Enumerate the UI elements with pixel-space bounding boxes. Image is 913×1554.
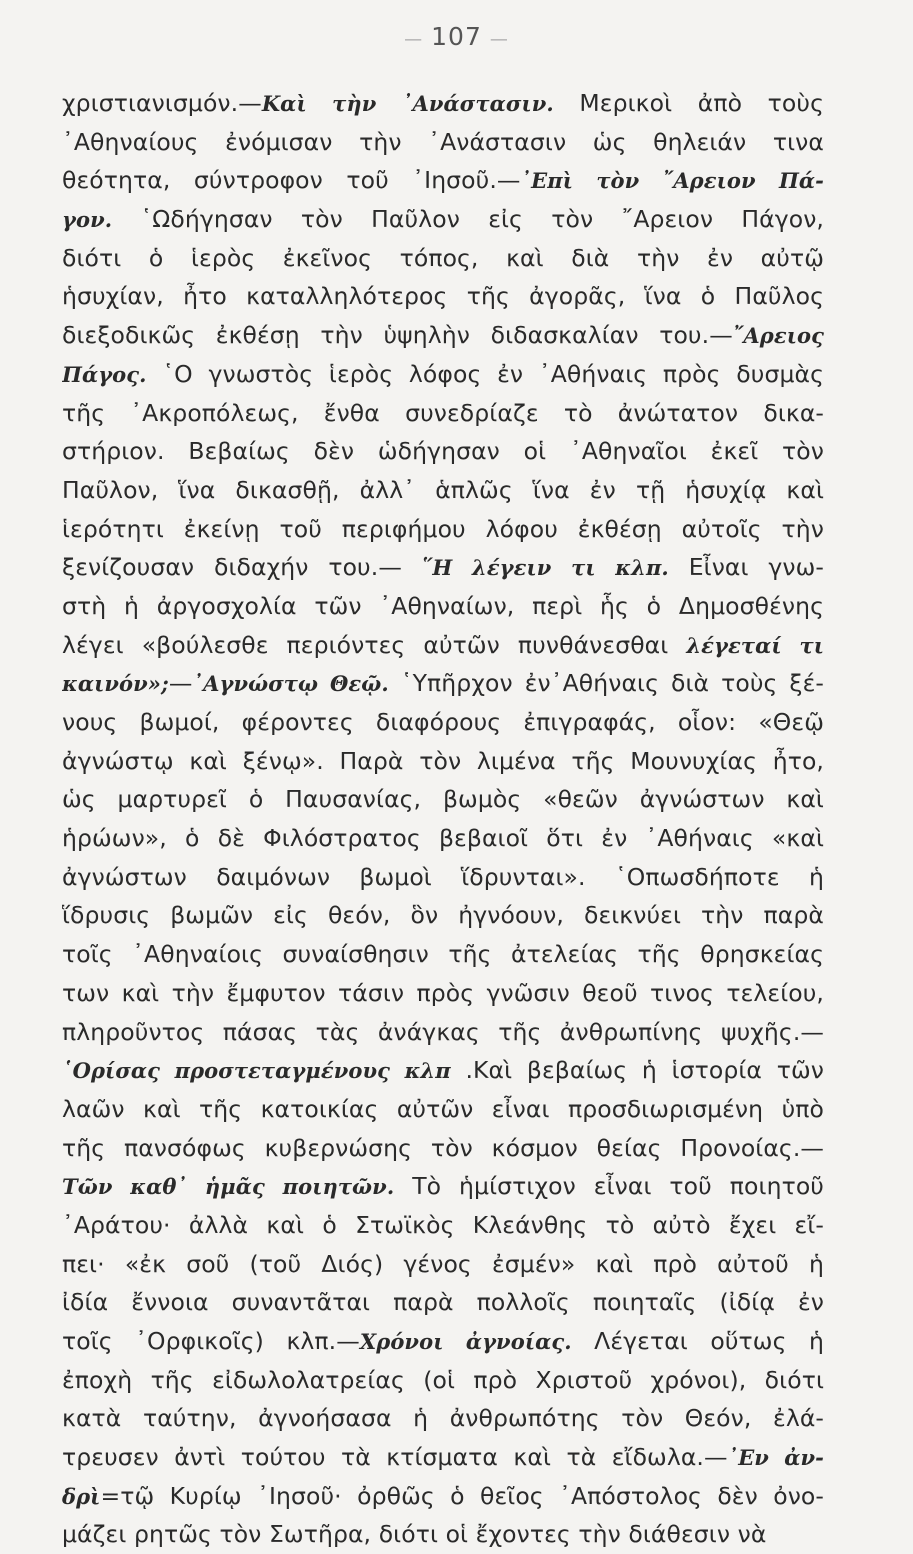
page-number: 107 xyxy=(431,22,482,51)
text-line xyxy=(62,1090,824,1129)
text-line xyxy=(62,123,824,162)
text-run: τοῖς ᾿Ορφικοῖς) κλπ.— xyxy=(62,1327,360,1355)
text-run: ἡρώων», ὁ δὲ Φιλόστρατος βεβαιοῖ ὅτι ἐν ᾿Αθήναις «καὶ xyxy=(62,824,824,853)
text-line xyxy=(62,200,824,239)
text-run: τρευσεν ἀντὶ τούτου τὰ κτίσματα καὶ τὰ εἴδωλα.— xyxy=(62,1443,728,1472)
page-header xyxy=(0,22,913,51)
text-line xyxy=(62,935,824,974)
emphasized-term: καινόν»; xyxy=(62,671,169,697)
text-line xyxy=(62,1167,824,1206)
text-run: ἡσυχίαν, ἦτο καταλληλότερος τῆς ἀγορᾶς, ἵνα ὁ Παῦλος xyxy=(62,282,824,311)
text-line xyxy=(62,1013,824,1052)
emphasized-term: ῎Αρειος xyxy=(732,323,824,349)
text-run: πληροῦντος πάσας τὰς ἀνάγκας τῆς ἀνθρωπίνης ψυχῆς.— xyxy=(62,1017,824,1046)
emphasized-term: Τῶν καθ᾿ ἡμᾶς ποιητῶν. xyxy=(62,1174,395,1200)
text-run: ῾Υπῆρχον ἐν᾿Αθήναις διὰ τοὺς ξέ- xyxy=(388,669,824,698)
text-line xyxy=(62,394,824,433)
text-line xyxy=(62,1399,824,1438)
text-line xyxy=(62,84,824,123)
emphasized-term: λέγεταί τι xyxy=(686,632,824,658)
emphasized-term: γον. xyxy=(62,207,113,233)
emphasized-term: ᾿Εν ἀν- xyxy=(727,1445,824,1471)
emphasized-term: ᾿Επὶ τὸν ῎Αρειον Πά- xyxy=(520,168,824,194)
text-line xyxy=(62,355,824,394)
text-line xyxy=(62,1129,824,1168)
text-run: ἐποχὴ τῆς εἰδωλολατρείας (οἱ πρὸ Χριστοῦ χρόνοι), διότι xyxy=(62,1365,824,1394)
text-run: νους βωμοί, φέροντες διαφόρους ἐπιγραφάς, οἷον: «Θεῷ xyxy=(62,708,824,736)
text-run: Παῦλον, ἵνα δικασθῇ, ἀλλ᾿ ἁπλῶς ἵνα ἐν τῇ ἡσυχίᾳ καὶ xyxy=(62,475,824,504)
text-run: κατὰ ταύτην, ἀγνοήσασα ἡ ἀνθρωπότης τὸν Θεόν, ἐλά- xyxy=(62,1404,824,1433)
text-line xyxy=(62,432,824,471)
text-line xyxy=(62,896,824,935)
text-line xyxy=(62,858,824,897)
text-run: ᾿Αράτου· ἀλλὰ καὶ ὁ Στωϊκὸς Κλεάνθης τὸ αὐτὸ ἔχει εἴ- xyxy=(62,1210,824,1239)
text-line xyxy=(62,471,824,510)
emphasized-term: Καὶ τὴν ᾿Ανάστασιν. xyxy=(261,91,554,116)
text-line xyxy=(62,1245,824,1284)
text-run: ἀγνώστων δαιμόνων βωμοὶ ἵδρυνται». ῾Οπωσδήποτε ἡ xyxy=(62,862,824,891)
emphasized-term: δρὶ xyxy=(62,1483,101,1509)
text-run: Τὸ ἡμίστιχον εἶναι τοῦ ποιητοῦ xyxy=(394,1172,824,1201)
header-dash-left: — xyxy=(404,29,424,50)
text-run: διότι ὁ ἱερὸς ἐκεῖνος τόπος, καὶ διὰ τὴν ἐν αὐτῷ xyxy=(62,243,824,272)
text-line xyxy=(62,239,824,278)
text-run: τῆς πανσόφως κυβερνώσης τὸν κόσμον θείας Προνοίας.— xyxy=(62,1133,824,1162)
text-line xyxy=(62,1477,824,1516)
text-line xyxy=(62,1438,824,1477)
text-line xyxy=(62,974,824,1013)
text-run: χριστιανισμόν.— xyxy=(62,89,262,117)
text-line xyxy=(62,587,824,626)
text-line xyxy=(62,510,824,549)
text-run: .Καὶ βεβαίως ἡ ἱστορία τῶν xyxy=(450,1056,824,1085)
text-run: =τῷ Κυρίῳ ᾿Ιησοῦ· ὀρθῶς ὁ θεῖος ᾿Απόστολος δὲν ὀνο- xyxy=(100,1481,824,1510)
text-line xyxy=(62,1515,824,1554)
text-run: πει· «ἐκ σοῦ (τοῦ Διός) γένος ἐσμέν» καὶ πρὸ αὐτοῦ ἡ xyxy=(62,1249,824,1278)
text-line xyxy=(62,161,824,200)
text-line xyxy=(62,626,824,665)
emphasized-term: ᾿Αγνώστῳ Θεῷ. xyxy=(192,671,389,697)
text-line xyxy=(62,1283,824,1322)
text-run: θεότητα, σύντροφον τοῦ ᾿Ιησοῦ.— xyxy=(62,166,521,195)
text-run: τοῖς ᾿Αθηναίοις συναίσθησιν τῆς ἀτελείας τῆς θρησκείας xyxy=(62,940,824,969)
emphasized-term: Χρόνοι ἀγνοίας. xyxy=(359,1329,572,1354)
text-run: ᾿Αθηναίους ἐνόμισαν τὴν ᾿Ανάστασιν ὡς θηλειάν τινα xyxy=(62,127,824,156)
text-line xyxy=(62,316,824,355)
text-run: — xyxy=(168,669,193,698)
text-run: στὴ ἡ ἀργοσχολία τῶν ᾿Αθηναίων, περὶ ἧς ὁ Δημοσθένης xyxy=(62,591,824,620)
text-run: ῾Ωδήγησαν τὸν Παῦλον εἰς τὸν ῎Αρειον Πάγον, xyxy=(112,205,824,234)
emphasized-term: Πάγος. xyxy=(62,361,147,387)
text-run: τῆς ᾿Ακροπόλεως, ἔνθα συνεδρίαζε τὸ ἀνώτατον δικα- xyxy=(62,398,824,427)
text-line xyxy=(62,1051,824,1090)
text-line xyxy=(62,819,824,858)
text-run: ξενίζουσαν διδαχήν του.— xyxy=(62,553,422,582)
text-run: διεξοδικῶς ἐκθέσῃ τὴν ὑψηλὴν διδασκαλίαν του.— xyxy=(62,321,733,350)
text-run: λαῶν καὶ τῆς κατοικίας αὐτῶν εἶναι προσδιωρισμένη ὑπὸ xyxy=(62,1094,824,1123)
text-run: μάζει ρητῶς τὸν Σωτῆρα, διότι οἱ ἔχοντες τὴν διάθεσιν νὰ xyxy=(62,1520,767,1549)
text-run: λέγει «βούλεσθε περιόντες αὐτῶν πυνθάνεσθαι xyxy=(62,630,687,659)
text-line xyxy=(62,277,824,316)
text-run: Εἶναι γνω- xyxy=(668,553,824,582)
text-run: ἱερότητι ἐκείνῃ τοῦ περιφήμου λόφου ἐκθέσῃ αὐτοῖς τὴν xyxy=(62,514,824,543)
text-run: ἀγνώστῳ καὶ ξένῳ». Παρὰ τὸν λιμένα τῆς Μουνυχίας ἦτο, xyxy=(62,746,824,775)
text-line xyxy=(62,548,824,587)
header-dash-right: — xyxy=(489,29,509,50)
text-run: ἵδρυσις βωμῶν εἰς θεόν, ὃν ἠγνόουν, δεικνύει τὴν παρὰ xyxy=(62,901,824,930)
text-line xyxy=(62,1322,824,1361)
emphasized-term: ῾Ορίσας προστεταγμένους κλπ xyxy=(62,1058,451,1084)
text-run: ὡς μαρτυρεῖ ὁ Παυσανίας, βωμὸς «θεῶν ἀγνώστων καὶ xyxy=(62,785,824,814)
text-line xyxy=(62,742,824,781)
text-line xyxy=(62,1206,824,1245)
text-line xyxy=(62,664,824,703)
emphasized-term: ῞Η λέγειν τι κλπ. xyxy=(421,555,669,581)
text-run: στήριον. Βεβαίως δὲν ὡδήγησαν οἱ ᾿Αθηναῖοι ἐκεῖ τὸν xyxy=(62,437,824,466)
text-run: των καὶ τὴν ἔμφυτον τάσιν πρὸς γνῶσιν θεοῦ τινος τελείου, xyxy=(62,978,824,1007)
text-line xyxy=(62,703,824,742)
text-run: Μερικοὶ ἀπὸ τοὺς xyxy=(553,89,824,117)
text-line xyxy=(62,780,824,819)
text-line xyxy=(62,1361,824,1400)
text-run: ἰδία ἔννοια συναντᾶται παρὰ πολλοῖς ποιηταῖς (ἰδίᾳ ἐν xyxy=(62,1288,824,1317)
body-text xyxy=(62,84,824,1554)
text-run: ῾Ο γνωστὸς ἱερὸς λόφος ἐν ᾿Αθήναις πρὸς δυσμὰς xyxy=(146,359,824,388)
text-run: Λέγεται οὕτως ἡ xyxy=(571,1327,824,1355)
